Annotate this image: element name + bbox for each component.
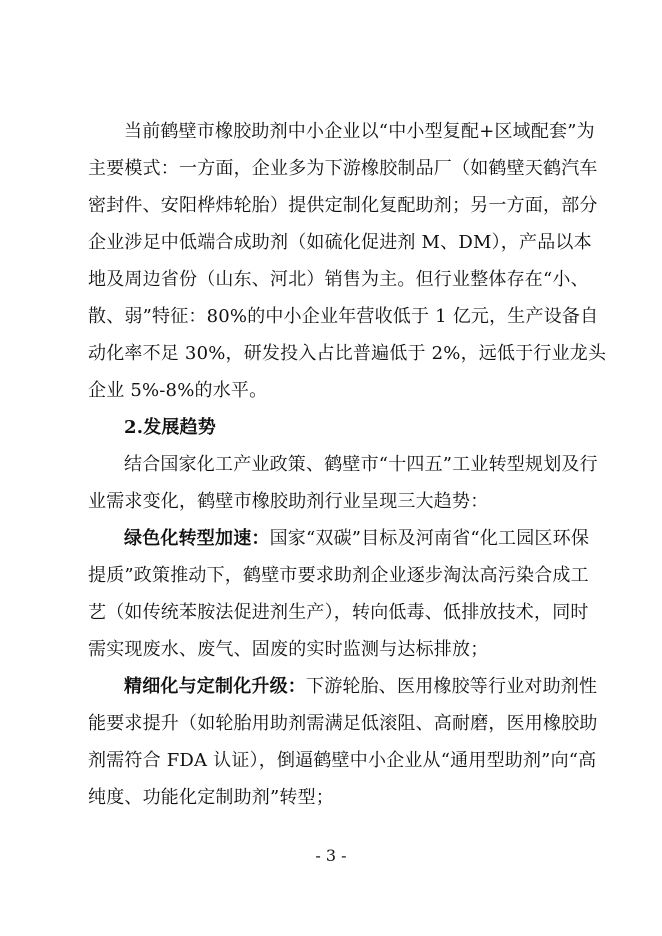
trend2-line-2: 能要求提升（如轮胎用助剂需满足低滚阻、高耐磨，医用橡胶助: [88, 713, 598, 734]
trend2-line-3: 剂需符合 FDA 认证），倒逼鹤壁中小企业从“通用型助剂”向“高: [88, 750, 597, 771]
trend1-line-2: 提质”政策推动下，鹤壁市要求助剂企业逐步淘汰高污染合成工: [88, 565, 589, 586]
trend1-line-4: 需实现废水、废气、固废的实时监测与达标排放；: [88, 639, 489, 660]
trend1-line-3: 艺（如传统苯胺法促进剂生产），转向低毒、低排放技术，同时: [88, 602, 589, 623]
paragraph1-line-1: 当前鹤壁市橡胶助剂中小企业以“中小型复配+区域配套”为: [124, 121, 595, 142]
page-number: - 3 -: [315, 846, 347, 865]
paragraph1-line-7: 动化率不足 30%，研发投入占比普遍低于 2%，远低于行业龙头: [88, 343, 607, 364]
trend2-line-4: 纯度、功能化定制助剂”转型；: [88, 787, 335, 808]
trend2-line-1: [124, 675, 598, 699]
paragraph1-line-3: 密封件、安阳桦炜轮胎）提供定制化复配助剂；另一方面，部分: [88, 195, 598, 216]
trend2-first-line-text: 下游轮胎、医用橡胶等行业对助剂性: [306, 676, 598, 697]
paragraph1-line-2: 主要模式：一方面，企业多为下游橡胶制品厂（如鹤壁天鹤汽车: [88, 158, 598, 179]
section-heading: 2.发展趋势: [124, 417, 216, 438]
trend1-first-line-text: 国家“双碳”目标及河南省“化工园区环保: [269, 528, 590, 549]
paragraph2-line-2: 业需求变化，鹤壁市橡胶助剂行业呈现三大趋势：: [88, 491, 489, 512]
paragraph1-line-8: 企业 5%-8%的水平。: [88, 380, 268, 401]
trend1-line-1: [124, 527, 590, 551]
paragraph1-line-5: 地及周边省份（山东、河北）销售为主。但行业整体存在“小、: [88, 269, 589, 290]
trend1-label: 绿色化转型加速：: [124, 528, 270, 549]
trend2-label: 精细化与定制化升级：: [124, 676, 306, 697]
paragraph1-line-6: 散、弱”特征：80%的中小企业年营收低于 1 亿元，生产设备自: [88, 306, 599, 327]
paragraph1-line-4: 企业涉足中低端合成助剂（如硫化促进剂 M、DM），产品以本: [88, 232, 592, 253]
paragraph2-line-1: 结合国家化工产业政策、鹤壁市“十四五”工业转型规划及行: [124, 454, 598, 475]
